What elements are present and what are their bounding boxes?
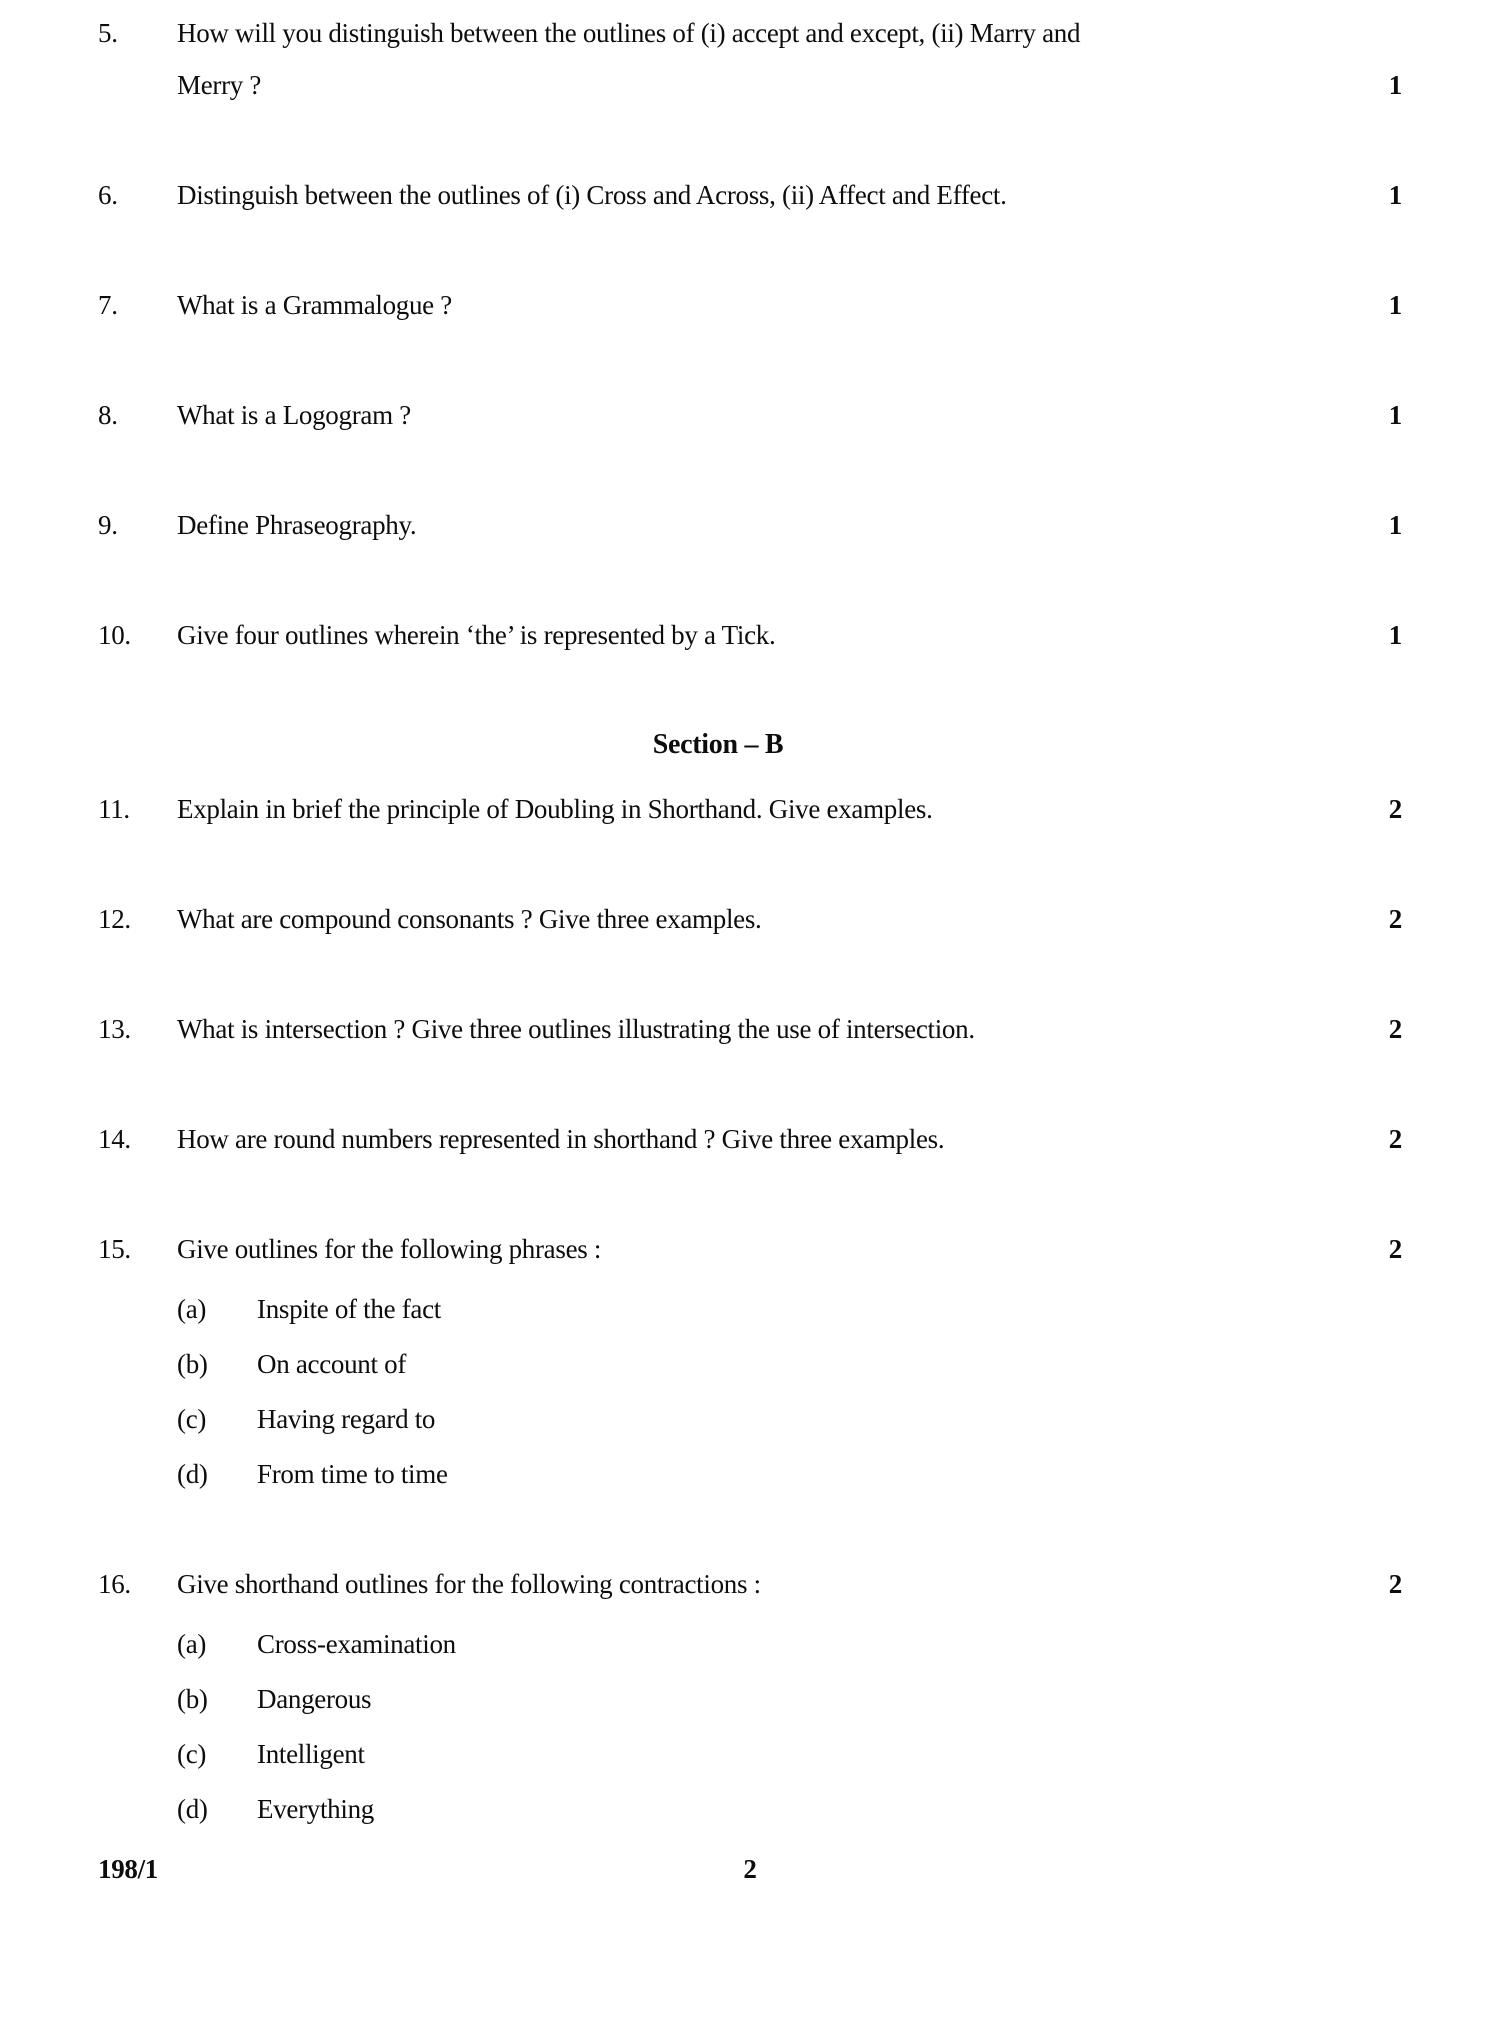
question-text — [177, 1003, 1380, 1055]
question-block-16 — [98, 1558, 1402, 1835]
question-number: 16. — [98, 1569, 131, 1599]
subitem-row — [98, 1673, 1402, 1725]
question-line: What are compound consonants ? Give three examples. — [177, 904, 762, 934]
question-marks: 2 — [1388, 904, 1402, 934]
question-row — [98, 279, 1402, 331]
subitem-row — [98, 1393, 1402, 1445]
question-block-7 — [98, 279, 1402, 331]
question-row — [98, 893, 1402, 945]
subitem-label: (a) — [177, 1294, 207, 1324]
question-number: 14. — [98, 1124, 131, 1154]
subitem-row — [98, 1338, 1402, 1390]
question-block-11 — [98, 783, 1402, 835]
question-text — [177, 279, 1380, 331]
question-block-8 — [98, 389, 1402, 441]
subitem-row — [98, 1783, 1402, 1835]
question-row — [98, 389, 1402, 441]
subitem-label: (c) — [177, 1739, 207, 1769]
question-row — [98, 499, 1402, 551]
question-block-12 — [98, 893, 1402, 945]
question-line: How are round numbers represented in shorthand ? Give three examples. — [177, 1124, 945, 1154]
question-number: 8. — [98, 400, 118, 430]
question-row — [98, 609, 1402, 661]
question-line: What is intersection ? Give three outlines illustrating the use of intersection. — [177, 1014, 975, 1044]
question-number: 6. — [98, 180, 118, 210]
question-row — [98, 1003, 1402, 1055]
question-text — [177, 1223, 1380, 1275]
question-row — [98, 783, 1402, 835]
question-block-14 — [98, 1113, 1402, 1165]
question-line: Give outlines for the following phrases : — [177, 1234, 602, 1264]
question-block-9 — [98, 499, 1402, 551]
question-row — [98, 169, 1402, 221]
subitem-text: On account of — [257, 1349, 407, 1379]
subitem-text: Inspite of the fact — [257, 1294, 441, 1324]
question-marks: 2 — [1388, 1014, 1402, 1044]
question-line: Give four outlines wherein ‘the’ is represented by a Tick. — [177, 620, 776, 650]
question-number: 15. — [98, 1234, 131, 1264]
subitem-text: Intelligent — [257, 1739, 365, 1769]
subitem-label: (c) — [177, 1404, 207, 1434]
subitem-label: (a) — [177, 1629, 207, 1659]
question-line: Give shorthand outlines for the following contractions : — [177, 1569, 761, 1599]
subitem-label: (b) — [177, 1684, 208, 1714]
question-line: Distinguish between the outlines of (i) Cross and Across, (ii) Affect and Effect. — [177, 180, 1007, 210]
question-marks: 1 — [1388, 400, 1402, 430]
question-line: Explain in brief the principle of Doubling in Shorthand. Give examples. — [177, 794, 933, 824]
question-line: What is a Logogram ? — [177, 400, 411, 430]
question-line: What is a Grammalogue ? — [177, 290, 452, 320]
question-text — [177, 609, 1380, 661]
question-marks: 2 — [1388, 1569, 1402, 1599]
subitem-row — [98, 1728, 1402, 1780]
question-row — [98, 1558, 1402, 1610]
question-number: 11. — [98, 794, 130, 824]
question-line: Merry ? — [177, 70, 262, 100]
question-marks: 1 — [1388, 180, 1402, 210]
section-heading: Section – B — [652, 729, 784, 760]
question-block-6 — [98, 169, 1402, 221]
question-row — [98, 1113, 1402, 1165]
question-text — [177, 389, 1380, 441]
subitem-text: From time to time — [257, 1459, 448, 1489]
subitem-label: (d) — [177, 1794, 208, 1824]
question-block-5 — [98, 7, 1402, 111]
question-block-13 — [98, 1003, 1402, 1055]
subitem-label: (d) — [177, 1459, 208, 1489]
question-row — [98, 7, 1402, 111]
question-number: 12. — [98, 904, 131, 934]
question-text — [177, 169, 1380, 221]
subitem-row — [98, 1448, 1402, 1500]
subitem-label: (b) — [177, 1349, 208, 1379]
subitem-text: Cross-examination — [257, 1629, 456, 1659]
page-number: 2 — [743, 1854, 757, 1884]
question-number: 13. — [98, 1014, 131, 1044]
question-text — [177, 893, 1380, 945]
question-line: How will you distinguish between the outlines of (i) accept and except, (ii) Marry and — [177, 18, 1081, 48]
page-footer — [98, 1843, 1402, 1895]
question-marks: 1 — [1388, 620, 1402, 650]
question-number: 5. — [98, 18, 118, 48]
subitem-row — [98, 1618, 1402, 1670]
question-text — [177, 7, 1380, 111]
question-number: 10. — [98, 620, 131, 650]
question-block-10 — [98, 609, 1402, 661]
question-marks: 1 — [1388, 70, 1402, 100]
question-marks: 1 — [1388, 510, 1402, 540]
subitem-text: Having regard to — [257, 1404, 436, 1434]
question-number: 7. — [98, 290, 118, 320]
paper-code: 198/1 — [98, 1854, 159, 1884]
question-row — [98, 1223, 1402, 1275]
question-line: Define Phraseography. — [177, 510, 417, 540]
question-text — [177, 499, 1380, 551]
question-text — [177, 1558, 1380, 1610]
question-block-15 — [98, 1223, 1402, 1500]
question-marks: 1 — [1388, 290, 1402, 320]
subitem-text: Everything — [257, 1794, 374, 1824]
question-marks: 2 — [1388, 794, 1402, 824]
question-number: 9. — [98, 510, 118, 540]
question-marks: 2 — [1388, 1234, 1402, 1264]
question-text — [177, 1113, 1380, 1165]
question-text — [177, 783, 1380, 835]
subitem-row — [98, 1283, 1402, 1335]
subitem-text: Dangerous — [257, 1684, 372, 1714]
question-marks: 2 — [1388, 1124, 1402, 1154]
